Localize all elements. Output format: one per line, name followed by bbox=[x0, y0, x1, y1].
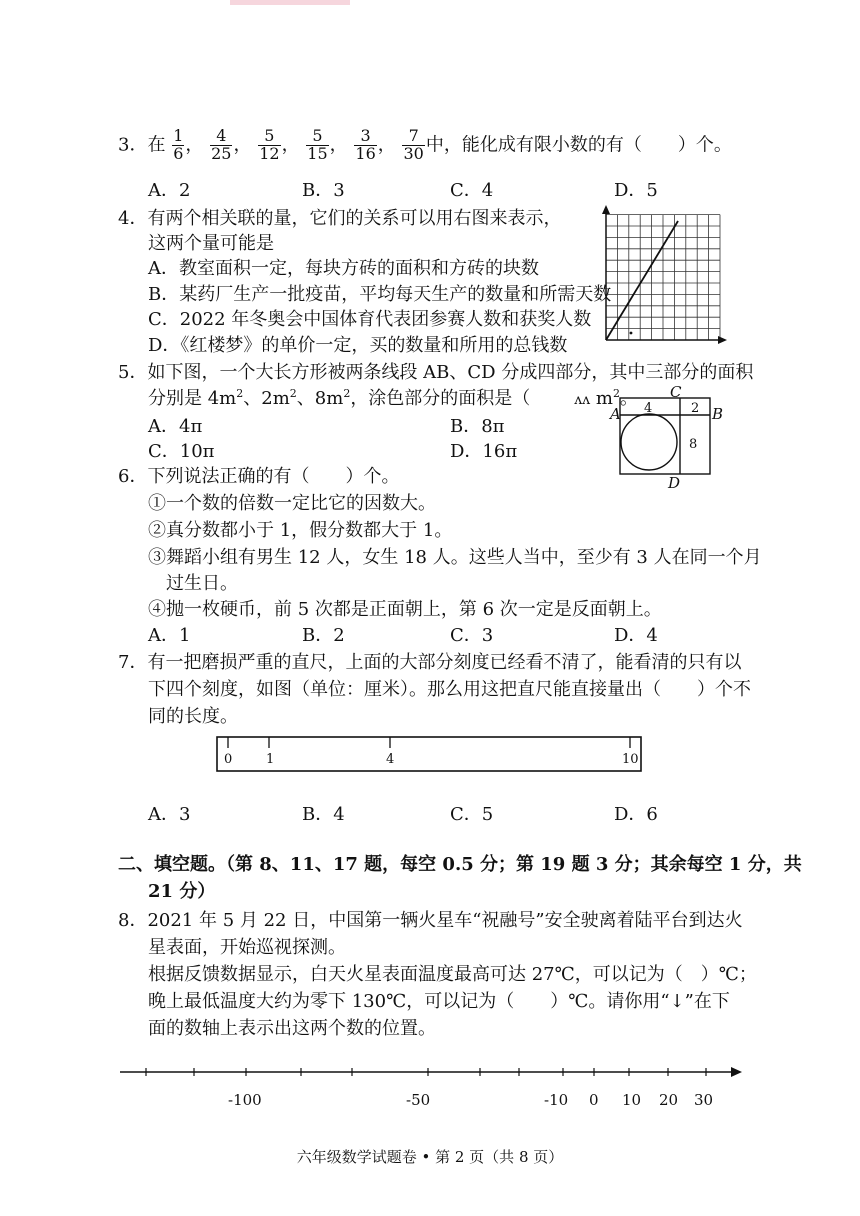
tick-label-1: 1 bbox=[266, 752, 275, 767]
graph-grid bbox=[606, 215, 720, 340]
axis-label-10: 10 bbox=[622, 1091, 642, 1109]
q3-option-b: B．3 bbox=[302, 180, 345, 201]
section-2-heading-cont: 21 分） bbox=[148, 881, 216, 902]
q4-line1: 4．有两个相关联的量，它们的关系可以用右图来表示， bbox=[118, 208, 562, 229]
q6-option-c: C．3 bbox=[450, 625, 494, 646]
q6-statement-2: ②真分数都小于 1，假分数都大于 1。 bbox=[148, 520, 453, 541]
q5-option-a: A．4π bbox=[148, 416, 203, 437]
q5-option-d: D．16π bbox=[450, 441, 518, 462]
q3-option-a: A．2 bbox=[148, 180, 191, 201]
q7-line3: 同的长度。 bbox=[148, 706, 238, 727]
q4-option-b: B．某药厂生产一批疫苗，平均每天生产的数量和所需天数 bbox=[148, 284, 612, 305]
axis-label-20: 20 bbox=[659, 1091, 679, 1109]
q6-option-d: D．4 bbox=[614, 625, 658, 646]
q7-line2: 下四个刻度，如图（单位：厘米）。那么用这把直尺能直接量出（ ）个不 bbox=[148, 679, 751, 700]
q5-line1: 5．如下图，一个大长方形被两条线段 AB、CD 分成四部分，其中三部分的面积 bbox=[118, 362, 754, 383]
label-a: A bbox=[610, 405, 621, 423]
q7-option-a: A．3 bbox=[148, 804, 191, 825]
tick-label-4: 4 bbox=[386, 752, 395, 767]
q7-ruler bbox=[216, 736, 644, 774]
q8-line5: 面的数轴上表示出这两个数的位置。 bbox=[148, 1018, 436, 1039]
q6-statement-4: ④抛一枚硬币，前 5 次都是正面朝上，第 6 次一定是反面朝上。 bbox=[148, 599, 662, 620]
q8-number-line bbox=[116, 1058, 746, 1118]
area-2: 2 bbox=[691, 401, 700, 416]
scan-mark bbox=[230, 0, 350, 5]
axis-label-0: 0 bbox=[589, 1091, 599, 1109]
q6-statement-1: ①一个数的倍数一定比它的因数大。 bbox=[148, 493, 436, 514]
fraction: $\frac{5}{15}$ bbox=[307, 126, 328, 163]
q5-option-b: B．8π bbox=[450, 416, 505, 437]
q8-line3: 根据反馈数据显示，白天火星表面温度最高可达 27℃，可以记为（ ）℃； bbox=[148, 964, 757, 985]
tick-label-10: 10 bbox=[622, 752, 639, 767]
q4-option-d: D．《红楼梦》的单价一定，买的数量和所用的总钱数 bbox=[148, 335, 568, 356]
ruler-body bbox=[217, 737, 641, 771]
page-footer: 六年级数学试题卷 • 第 2 页（共 8 页） bbox=[296, 1148, 564, 1166]
fraction: $\frac{3}{16}$ bbox=[355, 126, 376, 163]
y-axis-arrow bbox=[602, 205, 610, 214]
area-8: 8 bbox=[689, 437, 698, 452]
q4-line2: 这两个量可能是 bbox=[148, 233, 274, 254]
area-4: 4 bbox=[644, 401, 653, 416]
q6-line1: 6．下列说法正确的有（ ）个。 bbox=[118, 466, 400, 487]
q3-option-d: D．5 bbox=[614, 180, 658, 201]
q4-option-c: C．2022 年冬奥会中国体育代表团参赛人数和获奖人数 bbox=[148, 309, 592, 330]
q6-statement-3: ③舞蹈小组有男生 12 人，女生 18 人。这些人当中，至少有 3 人在同一个月 bbox=[148, 547, 762, 568]
fraction: $\frac{7}{30}$ bbox=[403, 126, 424, 163]
q4-option-a: A．教室面积一定，每块方砖的面积和方砖的块数 bbox=[148, 258, 539, 279]
q8-line2: 星表面，开始巡视探测。 bbox=[148, 937, 346, 958]
q7-line1: 7．有一把磨损严重的直尺，上面的大部分刻度已经看不清了，能看清的只有以 bbox=[118, 652, 742, 673]
x-axis-arrow bbox=[718, 336, 727, 344]
q8-line4: 晚上最低温度大约为零下 130℃，可以记为（ ）℃。请你用“↓”在下 bbox=[148, 991, 730, 1012]
q4-graph bbox=[596, 205, 728, 347]
q6-option-a: A．1 bbox=[148, 625, 191, 646]
label-d: D bbox=[668, 474, 681, 492]
fraction: $\frac{4}{25}$ bbox=[211, 126, 232, 163]
axis-label-neg10: -10 bbox=[544, 1091, 569, 1109]
section-2-heading: 二、填空题。（第 8、11、17 题，每空 0.5 分；第 19 题 3 分；其余每空 1 分，共 bbox=[118, 854, 802, 875]
q5-line2: 分别是 $4m^2$、$2m^2$、$8m^2$，涂色部分的面积是（ ʌʌ $m^2$。 bbox=[148, 387, 638, 409]
q3-option-c: C．4 bbox=[450, 180, 494, 201]
q8-line1: 8．2021 年 5 月 22 日，中国第一辆火星车“祝融号”安全驶离着陆平台到达火 bbox=[118, 910, 743, 931]
label-c: C bbox=[670, 383, 682, 401]
q5-rectangle-figure bbox=[610, 382, 724, 492]
number-line-arrow bbox=[731, 1067, 742, 1077]
fraction: $\frac{5}{12}$ bbox=[259, 126, 280, 163]
fraction: $\frac{1}{6}$ bbox=[173, 126, 184, 163]
q7-option-c: C．5 bbox=[450, 804, 494, 825]
label-b: B bbox=[712, 405, 724, 423]
q3-stem: 3．在 $\frac{1}{6}$ ， $\frac{4}{25}$ ， $\frac{5}{12}$ ， $\frac{5}{15}$ ， $\frac{3}{16}$ ， $\frac{7}{30}$ 中，能化成有限小数的有（ ）个。 bbox=[118, 126, 732, 163]
q5-option-c: C．10π bbox=[148, 441, 215, 462]
axis-label-30: 30 bbox=[694, 1091, 714, 1109]
circle bbox=[621, 414, 677, 470]
q6-statement-3b: 过生日。 bbox=[166, 573, 238, 594]
tick-label-0: 0 bbox=[224, 752, 233, 767]
q7-option-d: D．6 bbox=[614, 804, 658, 825]
axis-label-neg50: -50 bbox=[406, 1091, 431, 1109]
q7-option-b: B．4 bbox=[302, 804, 345, 825]
graph-line bbox=[606, 221, 678, 340]
axis-label-neg100: -100 bbox=[228, 1091, 262, 1109]
graph-dot bbox=[630, 332, 633, 335]
q6-option-b: B．2 bbox=[302, 625, 345, 646]
